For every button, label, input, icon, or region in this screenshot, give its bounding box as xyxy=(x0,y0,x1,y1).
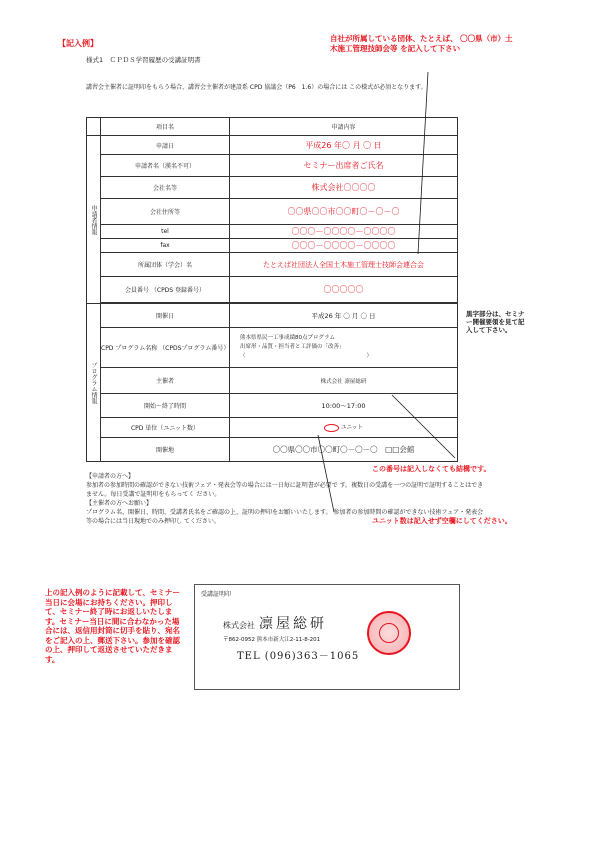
row-value: 〇〇〇－〇〇〇〇－〇〇〇〇 xyxy=(230,225,458,239)
row-label: 主催者 xyxy=(101,368,230,394)
organizer-body: プログラム名、開催日、時間、受講者氏名をご確認の上、証明の押印をお願いいたします。 参加者の参加時間の確認ができない技術フェア・発表会等の場合には当日現地でのみ押印し てください。 xyxy=(86,509,484,525)
row-label: CPD 単位（ユニット数） xyxy=(101,418,230,438)
row-label: fax xyxy=(101,239,230,253)
row-label: 会社名等 xyxy=(101,177,230,199)
callout-unit: ユニット数は記入せず空欄にしてください。 xyxy=(372,517,512,525)
row-value: 〇〇〇－〇〇〇〇－〇〇〇〇 xyxy=(230,239,458,253)
row-value: 10:00～17:00 xyxy=(230,394,458,418)
row-label: CPD プログラム名称 （CPDSプログラム番号） xyxy=(101,328,230,368)
organizer-title: 【主催者の方へお願い】 xyxy=(86,500,153,507)
row-label: 開催日 xyxy=(101,304,230,328)
applicant-title: 【申請者の方へ】 xyxy=(86,473,135,480)
intro-text: 講習会主催者に証明印をもらう場合、講習会主催者が建設系 CPD 協議会（P6 1.6）の場合には この様式が必須となります。 xyxy=(86,84,427,91)
callout-left-note: 上の記入例のように記載して、セミナー当日に会場にお持ちください。押印して、セミナー終了時にお返しいたします。セミナー当日に間に合わなかった場合には、返信用封筒に切手を貼り、宛名をご記入の上、郵送下さい。参加を確認の上、押印して返送させていただきます。 xyxy=(45,588,180,664)
row-label: tel xyxy=(101,225,230,239)
row-label: 申請日 xyxy=(101,136,230,155)
row-value: 株式会社〇〇〇〇 xyxy=(230,177,458,199)
program-line: （ ） xyxy=(240,353,373,359)
row-label: 開催地 xyxy=(101,438,230,462)
stamp-company-prefix: 株式会社 xyxy=(223,621,255,630)
form-title: 様式1 ＣＰＤＳ学習履歴の受講証明書 xyxy=(86,56,201,64)
applicant-body: 参加者の参加時間の確認ができない技術フェア・発表会等の場合には一日毎に証明書が必要で す。複数日の受講を一つの証明で証明することはできません。毎日受講で証明印をもらってく ださい。 xyxy=(86,482,484,498)
row-label: 会員番号 （CPDS 登録番号） xyxy=(101,277,230,303)
group-program: プログラム情報 xyxy=(87,304,101,462)
callout-side: 黒字部分は、セミナー開催要領を見て記入して下さい。 xyxy=(466,310,525,334)
unit-label: ユニット xyxy=(341,425,363,431)
row-label: 申請者名（漢名不可） xyxy=(101,155,230,177)
callout-number: この番号は記入しなくても結構です。 xyxy=(372,465,491,473)
header-item: 項目名 xyxy=(101,118,230,136)
callout-organization: 自社が所属している団体、たとえば、 〇〇県（市）土木施工管理技師会等 を記入して下さい xyxy=(330,34,513,53)
group-applicant: 申請者情報 xyxy=(87,136,101,304)
arrow-unit xyxy=(318,435,334,512)
row-value: 〇〇〇〇〇 xyxy=(230,277,458,303)
row-label: 会社住所等 xyxy=(101,199,230,225)
example-label: 【記入例】 xyxy=(58,39,98,48)
row-value: セミナー出席者ご氏名 xyxy=(230,155,458,177)
stamp-address: 〒862-0952 熊本市新大江2-11-8-201 xyxy=(223,637,321,643)
stamp-tel: TEL (096)363－1065 xyxy=(237,651,360,662)
row-label: 開始～終了時間 xyxy=(101,394,230,418)
program-line: 出席形・品質・担当者と工評価の「改善」 xyxy=(240,344,345,350)
header-content: 申請内容 xyxy=(230,118,458,136)
row-label: 所属団体（学会）名 xyxy=(101,253,230,277)
program-line: 熊本県県民一工事成績80点プログラム xyxy=(240,335,335,341)
arrow-number xyxy=(392,395,455,458)
stamp-label: 受講証明印 xyxy=(201,591,232,598)
row-value: 〇〇県〇〇市〇〇町〇－〇－〇 xyxy=(230,199,458,225)
row-value: たとえば社団法人全国土木施工管理士技師会連合会 xyxy=(230,253,458,277)
row-value: 〇〇県〇〇市〇〇町〇－〇－〇 □□会館 xyxy=(230,438,458,462)
stamp-company-name: 凛屋総研 xyxy=(259,616,327,632)
arrow-organization xyxy=(418,72,428,254)
row-value: 株式会社 凛屋総研 xyxy=(230,368,458,394)
row-value: 平成26 年〇 月 〇 日 xyxy=(230,136,458,155)
row-value: 平成26 年 〇 月 〇 日 xyxy=(230,304,458,328)
